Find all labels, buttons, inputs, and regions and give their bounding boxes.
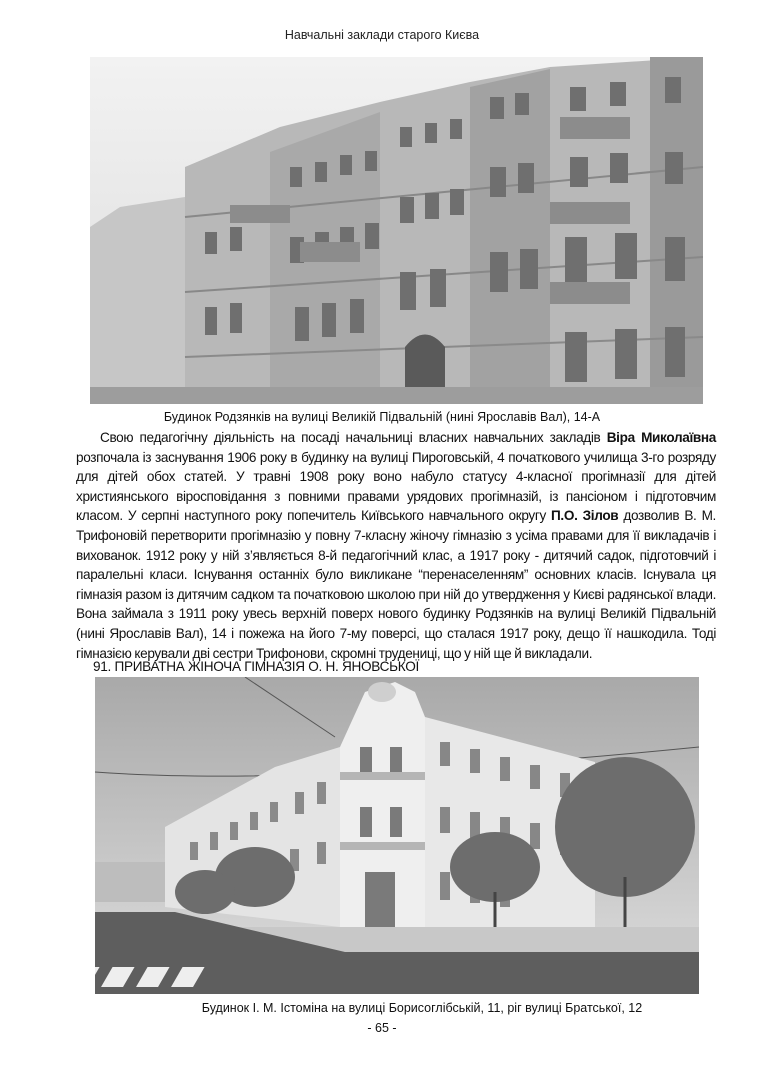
- figure-2-caption: Будинок І. М. Істоміна на вулиці Борисоглібській, 11, ріг вулиці Братської, 12: [201, 1001, 643, 1015]
- running-header: Навчальні заклади старого Києва: [284, 28, 480, 42]
- paragraph-text-1: Свою педагогічну діяльність на посаді начальниці власних навчальних закладів: [100, 430, 607, 445]
- rodzianko-house-photo: [90, 57, 703, 404]
- person-name-zilov: П.О. Зілов: [551, 508, 619, 524]
- section-heading: 91. ПРИВАТНА ЖІНОЧА ГІМНАЗІЯ О. Н. ЯНОВСЬКОЇ: [93, 659, 419, 674]
- paragraph-text-2: розпочала із заснування 1906 року в будинку на вулиці Пироговській, 4 початкового училища 3-го розряду для дітей обох статей. У травні 1908 року воно набуло статусу 4-класної прогімназії для дітей християнського віросповідання з повними правами урядових прогімназій, із пансіоном і підготовчим класом. У серпні наступного року попечитель Київського навчального округу: [76, 449, 716, 524]
- body-paragraph: [76, 428, 716, 663]
- paragraph-text-3: дозволив В. М. Трифоновій перетворити прогімназію у повну 7-класну жіночу гімназію з усіма правами для її викладачів і вихованок. 1912 року у ній з’являється 8-й педагогічний клас, а 1917 року - дитячий садок, підготовчий і паралельні класи. Існування останніх було викликане “перенаселенням” основних класів. Існувала ця гімназія разом із дитячим садком та початковою школою при ній до утвердження у Києві радянської влади. Вона займала з 1911 року увесь верхній поверх нового будинку Родзянків на вулиці Великій Підвальній (нині Ярославів Вал), 14 і пожежа на його 7-му поверсі, що сталася 1917 року, дещо її нашкодила. Тоді гімназією керували дві сестри Трифонови, скромні трудениці, що у ній ще й викладали.: [76, 508, 716, 661]
- istomin-house-photo: [95, 677, 699, 994]
- figure-1-caption: Будинок Родзянків на вулиці Великій Підвальній (нині Ярославів Вал), 14-А: [163, 410, 601, 424]
- page-number: - 65 -: [367, 1021, 397, 1035]
- person-name-vira: Віра Миколаївна: [606, 430, 716, 445]
